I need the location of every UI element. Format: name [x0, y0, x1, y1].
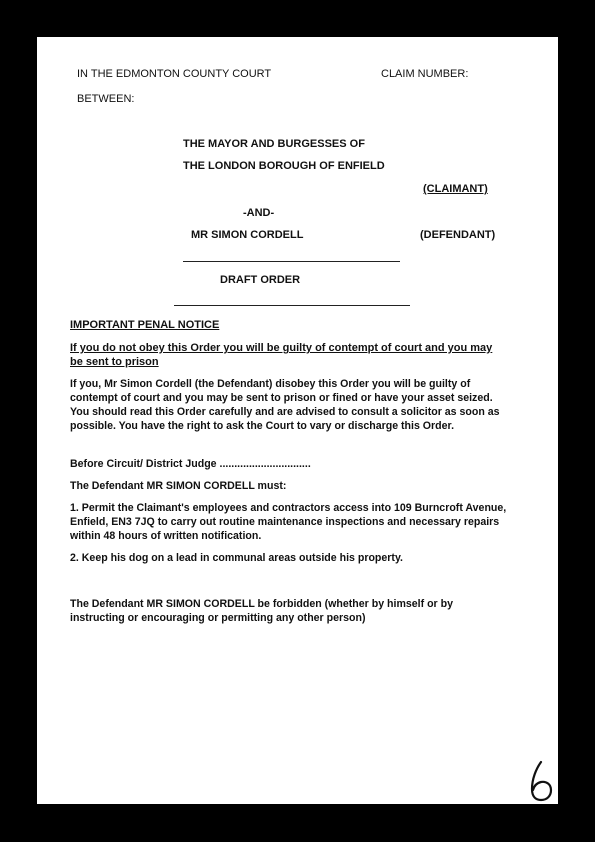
and-separator: -AND- [243, 207, 275, 219]
before-judge: Before Circuit/ District Judge ............................... [70, 458, 311, 470]
document-title: DRAFT ORDER [220, 274, 301, 286]
penal-notice-body: If you, Mr Simon Cordell (the Defendant) disobey this Order you will be guilty of contempt of court and you may be sent to prison or fined or have your asset seized. You should read this Order carefully and are advised to consult a solicitor as soon as possible. You have the right to ask the Court to vary or discharge this Order. [70, 378, 500, 432]
handwritten-page-number [529, 759, 555, 803]
claimant-role: (CLAIMANT) [423, 183, 488, 195]
court-name: IN THE EDMONTON COUNTY COURT [77, 68, 272, 80]
claim-number-label: CLAIM NUMBER: [381, 68, 469, 80]
penal-notice-warning: If you do not obey this Order you will be guilty of contempt of court and you may be sent to prison [70, 342, 493, 368]
defendant-name: MR SIMON CORDELL [191, 229, 304, 241]
document-page [37, 37, 558, 804]
forbidden-clause: The Defendant MR SIMON CORDELL be forbidden (whether by himself or by instructing or encouraging or permitting any other person) [70, 598, 453, 624]
defendant-role: (DEFENDANT) [420, 229, 496, 241]
claimant-name-line-2: THE LONDON BOROUGH OF ENFIELD [183, 160, 385, 172]
must-intro: The Defendant MR SIMON CORDELL must: [70, 480, 287, 492]
divider-bottom [174, 305, 410, 306]
penal-notice-heading: IMPORTANT PENAL NOTICE [70, 319, 220, 331]
between-label: BETWEEN: [77, 93, 135, 105]
order-item-1: 1. Permit the Claimant's employees and contractors access into 109 Burncroft Avenue, Enfield, EN3 7JQ to carry out routine maintenance inspections and necessary repairs within 48 hours of written notification. [70, 502, 507, 542]
divider-top [183, 261, 400, 262]
claimant-name-line-1: THE MAYOR AND BURGESSES OF [183, 138, 365, 150]
order-item-2: 2. Keep his dog on a lead in communal areas outside his property. [70, 552, 403, 564]
